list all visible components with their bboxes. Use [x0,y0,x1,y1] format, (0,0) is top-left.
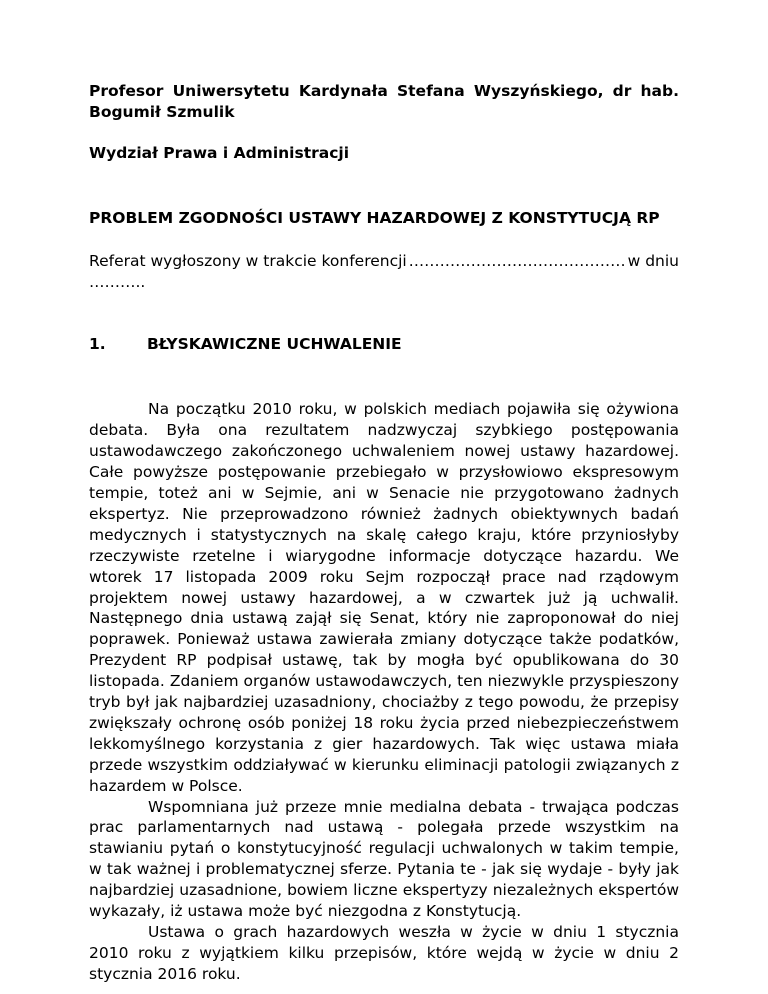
date-label: w dniu [627,251,679,270]
referat-text: Referat wygłoszony w trakcie konferencji [89,251,407,270]
section-number: 1. [89,335,106,354]
paragraph: Na początku 2010 roku, w polskich mediach pojawiła się ożywiona debata. Była ona rezultatem nadzwyczaj szybkiego postępowania ustawodawczego zakończonego uchwaleniem nowej ustawy hazardowej. Całe powyższe postępowanie przebiegało w przysłowiowo ekspresowym tempie, toteż ani w Sejmie, ani w Senacie nie przygotowano żadnych ekspertyz. Nie przeprowadzono również żadnych obiektywnych badań medycznych i statystycznych na skalę całego kraju, które przyniosłyby rzeczywiste rzetelne i wiarygodne informacje dotyczące hazardu. We wtorek 17 listopada 2009 roku Sejm rozpoczął prace nad rządowym projektem nowej ustawy hazardowej, a w czwartek już ją uchwalił. Następnego dnia ustawą zajął się Senat, który nie zaproponował do niej poprawek. Ponieważ ustawa zawierała zmiany dotyczące także podatków, Prezydent RP podpisał ustawę, tak by mogła być opublikowana do 30 listopada. Zdaniem organów ustawodawczych, ten niezwykle przyspieszony tryb był jak najbardziej uzasadniony, chociażby z tego powodu, że przepisy zwiększały ochronę osób poniżej 18 roku życia przed niebezpieczeństwem lekkomyślnego korzystania z gier hazardowych. Tak więc ustawa miała przede wszystkim oddziaływać w kierunku eliminacji patologii związanych z hazardem w Polsce. [89,400,679,795]
paragraph: Ustawa o grach hazardowych weszła w życie w dniu 1 stycznia 2010 roku z wyjątkiem kilku przepisów, które wejdą w życie w dniu 2 stycznia 2016 roku. [89,923,679,983]
document-title: PROBLEM ZGODNOŚCI USTAWY HAZARDOWEJ Z KONSTYTUCJĄ RP [89,208,660,227]
author-line: Profesor Uniwersytetu Kardynała Stefana Wyszyńskiego, dr hab. Bogumił Szmulik [89,82,679,121]
paragraph: Wspomniana już przeze mnie medialna debata - trwająca podczas prac parlamentarnych nad ustawą - polegała przede wszystkim na stawianiu pytań o konstytucyjność regulacji uchwalonych w takim tempie, w tak ważnej i problematycznej sferze. Pytania te - jak się wydaje - były jak najbardziej uzasadnione, bowiem liczne ekspertyzy niezależnych ekspertów wykazały, iż ustawa może być niezgodna z Konstytucją. [89,797,679,921]
section-title: BŁYSKAWICZNE UCHWALENIE [147,335,402,354]
date-placeholder: ……….. [89,272,146,291]
conference-placeholder: …………………………………… [408,251,626,270]
referat-line [89,251,679,272]
section-heading [89,334,679,355]
department: Wydział Prawa i Administracji [89,143,350,162]
section-body [89,399,679,984]
